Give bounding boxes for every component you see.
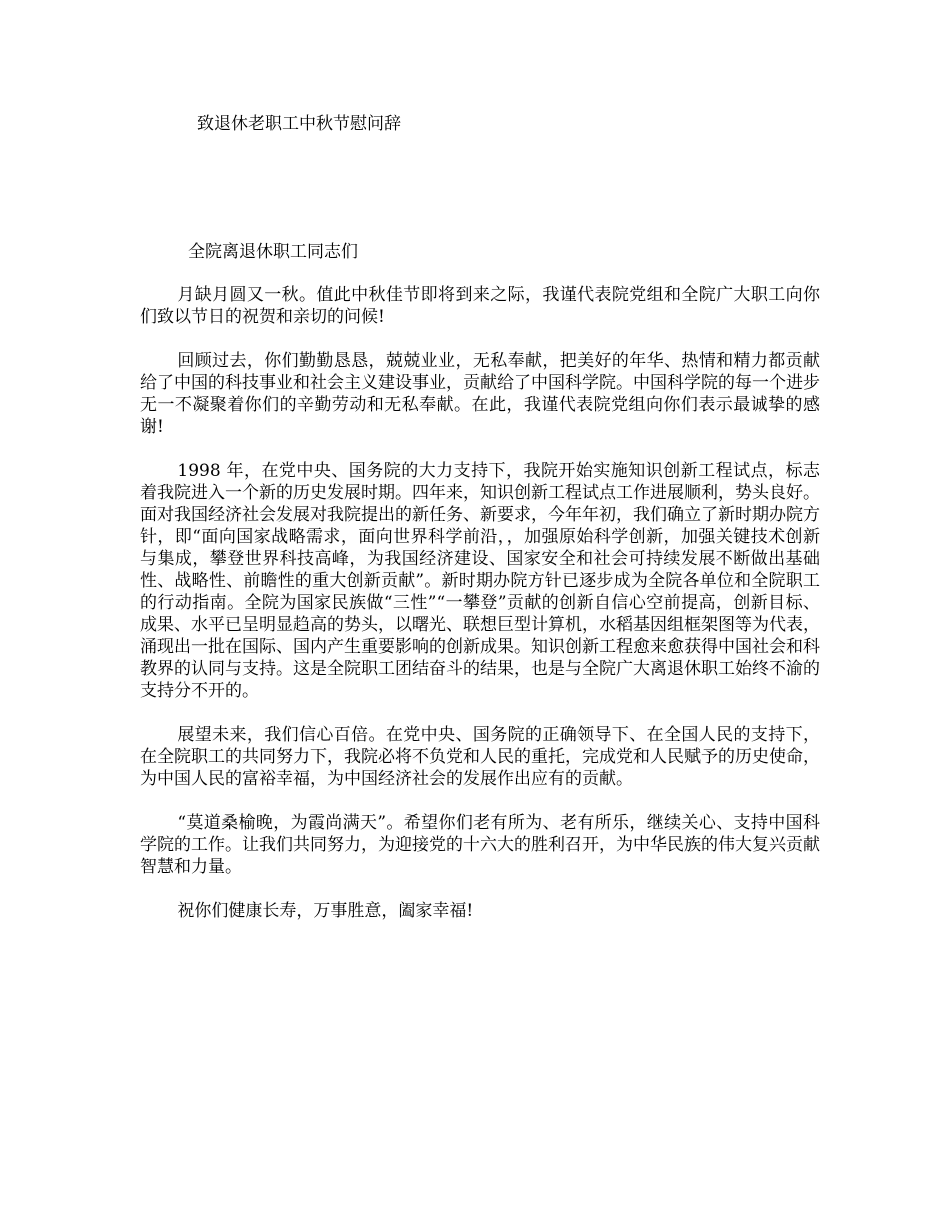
paragraph-closing-wish: 祝你们健康长寿，万事胜意，阖家幸福! bbox=[177, 901, 474, 921]
document-title: 致退休老职工中秋节慰问辞 bbox=[197, 114, 401, 134]
letter-body bbox=[140, 284, 820, 922]
salutation: 全院离退休职工同志们 bbox=[188, 242, 358, 262]
paragraph-outlook: 展望未来，我们信心百倍。在党中央、国务院的正确领导下、在全国人民的支持下，在全院职工的共同努力下，我院必将不负党和人民的重托，完成党和人民赋予的历史使命，为中国人民的富裕幸福，为中国经济社会的发展作出应有的贡献。 bbox=[140, 725, 820, 789]
paragraph-hope: “莫道桑榆晚，为霞尚满天”。希望你们老有所为、老有所乐，继续关心、支持中国科学院的工作。让我们共同努力，为迎接党的十六大的胜利召开，为中华民族的伟大复兴贡献智慧和力量。 bbox=[140, 813, 820, 877]
paragraph-retrospect: 回顾过去，你们勤勤恳恳，兢兢业业，无私奉献，把美好的年华、热情和精力都贡献给了中国的科技事业和社会主义建设事业，贡献给了中国科学院。中国科学院的每一个进步无一不凝聚着你们的辛勤劳动和无私奉献。在此，我谨代表院党组向你们表示最诚挚的感谢! bbox=[140, 351, 820, 437]
paragraph-knowledge-innovation: 1998 年，在党中央、国务院的大力支持下，我院开始实施知识创新工程试点，标志着我院进入一个新的历史发展时期。四年来，知识创新工程试点工作进展顺利，势头良好。面对我国经济社会发展对我院提出的新任务、新要求，今年年初，我们确立了新时期办院方针，即“面向国家战略需求，面向世界科学前沿，，加强原始科学创新，加强关键技术创新与集成，攀登世界科技高峰，为我国经济建设、国家安全和社会可持续发展不断做出基础性、战略性、前瞻性的重大创新贡献”。新时期办院方针已逐步成为全院各单位和全院职工的行动指南。全院为国家民族做“三性”“一攀登”贡献的创新自信心空前提高，创新目标、成果、水平已呈明显趋高的势头，以曙光、联想巨型计算机，水稻基因组框架图等为代表，涌现出一批在国际、国内产生重要影响的创新成果。知识创新工程愈来愈获得中国社会和科教界的认同与支持。这是全院职工团结奋斗的结果，也是与全院广大离退休职工始终不渝的支持分不开的。 bbox=[140, 461, 820, 701]
paragraph-greeting: 月缺月圆又一秋。值此中秋佳节即将到来之际，我谨代表院党组和全院广大职工向你们致以节日的祝贺和亲切的问候! bbox=[140, 285, 820, 327]
